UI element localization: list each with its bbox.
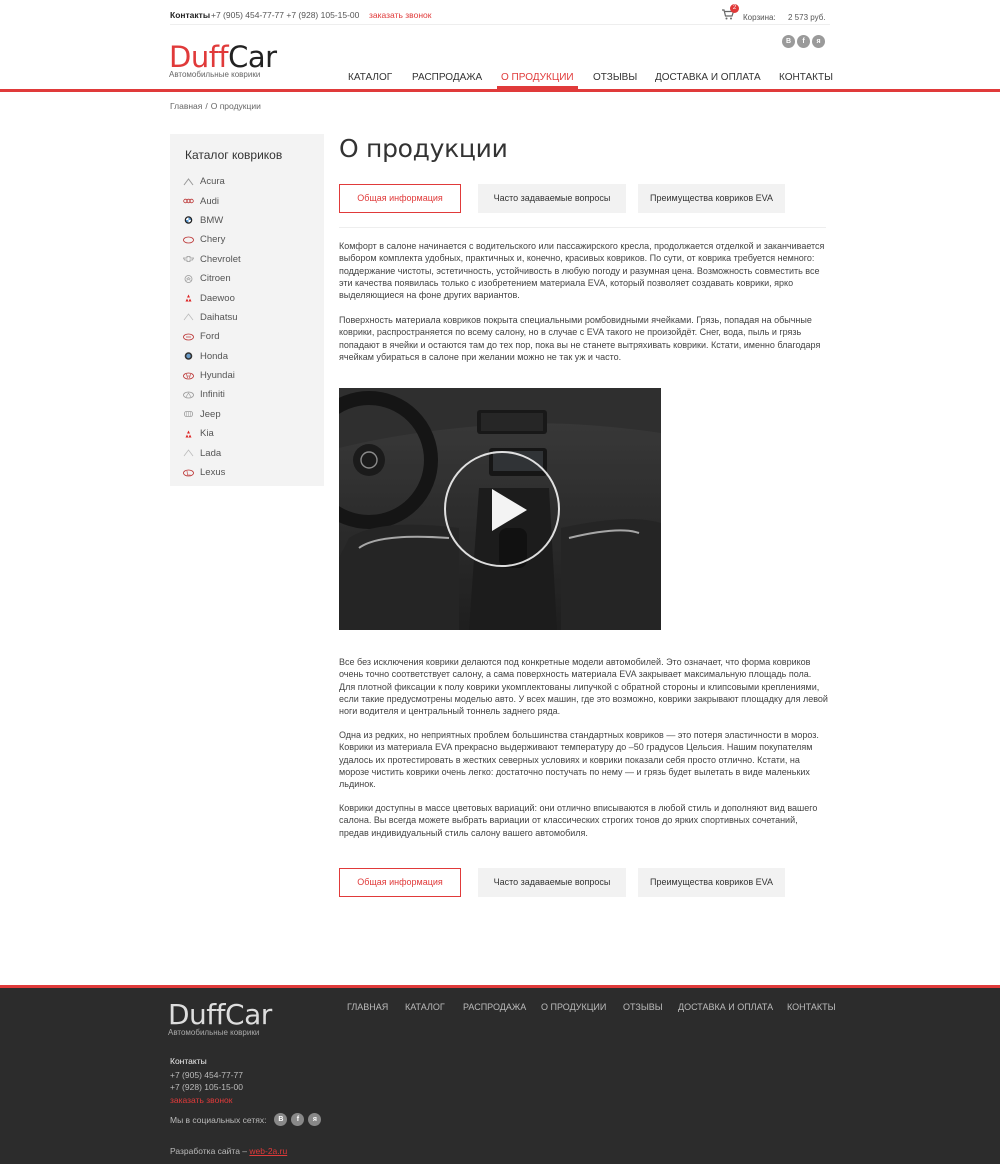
brand-item-audi[interactable] bbox=[183, 191, 241, 210]
top-bar bbox=[170, 5, 830, 24]
footer-yandex-icon[interactable]: я bbox=[308, 1113, 321, 1126]
brand-label: Jeep bbox=[200, 408, 221, 420]
breadcrumb-current: О продукции bbox=[210, 101, 261, 111]
tab-faq[interactable]: Часто задаваемые вопросы bbox=[478, 868, 626, 897]
footer-phone-2[interactable]: +7 (928) 105-15-00 bbox=[170, 1082, 244, 1093]
brand-list bbox=[183, 172, 241, 482]
logo[interactable] bbox=[169, 42, 277, 79]
header-social bbox=[782, 35, 827, 49]
brand-item-honda[interactable] bbox=[183, 347, 241, 366]
sidebar-title: Каталог ковриков bbox=[185, 148, 283, 162]
footer-callback-link[interactable]: заказать звонок bbox=[170, 1094, 233, 1105]
footer-developer bbox=[170, 1146, 287, 1156]
header-phones[interactable]: +7 (905) 454-77-77 +7 (928) 105-15-00 bbox=[211, 10, 360, 20]
brand-label: Citroen bbox=[200, 273, 231, 285]
page-title: О продукции bbox=[339, 134, 508, 163]
catalog-sidebar bbox=[170, 134, 324, 486]
logo-duff: Duff bbox=[169, 40, 229, 74]
brand-label: Daihatsu bbox=[200, 311, 238, 323]
footer-nav-delivery[interactable]: ДОСТАВКА И ОПЛАТА bbox=[678, 1002, 774, 1012]
lada-logo-icon bbox=[183, 449, 194, 457]
nav-contacts[interactable]: КОНТАКТЫ bbox=[779, 72, 833, 83]
acura-logo-icon bbox=[183, 178, 194, 186]
audi-logo-icon bbox=[183, 197, 194, 205]
tab-general-info[interactable]: Общая информация bbox=[339, 868, 461, 897]
lexus-logo-icon bbox=[183, 469, 194, 477]
brand-label: Chevrolet bbox=[200, 253, 241, 265]
paragraph-frost: Одна из редких, но неприятных проблем большинства стандартных ковриков — это потеря эластичности в мороз. Коврики из материала EVA прекрасно выдерживают температуру до –50 градусов Цельсия. Нашим покупателям удалось их протестировать в жестких северных условиях и коврики показали себя просто отлично. Кстати, на морозе чистить коврики очень легко: достаточно постучать по нему — и грязь будет вылетать в виде маленьких льдинок. bbox=[339, 730, 819, 790]
tabs-divider bbox=[339, 227, 826, 228]
brand-label: Hyundai bbox=[200, 370, 235, 382]
header-red-line bbox=[0, 89, 1000, 92]
brand-item-jeep[interactable] bbox=[183, 405, 241, 424]
nav-catalog[interactable]: КАТАЛОГ bbox=[348, 72, 393, 83]
cart-label[interactable]: Корзина: bbox=[743, 13, 776, 22]
top-divider bbox=[170, 24, 830, 25]
brand-item-daewoo[interactable] bbox=[183, 288, 241, 307]
chery-logo-icon bbox=[183, 236, 194, 244]
footer-contacts bbox=[170, 1055, 243, 1106]
footer-contacts-label: Контакты bbox=[170, 1056, 207, 1066]
hyundai-logo-icon bbox=[183, 372, 194, 380]
footer-nav-about-products[interactable]: О ПРОДУКЦИИ bbox=[541, 1002, 607, 1012]
tab-eva-advantages[interactable]: Преимущества ковриков EVA bbox=[638, 868, 785, 897]
footer-nav-catalog[interactable]: КАТАЛОГ bbox=[405, 1002, 445, 1012]
brand-label: Ford bbox=[200, 331, 220, 343]
nav-reviews[interactable]: ОТЗЫВЫ bbox=[593, 72, 638, 83]
chevrolet-logo-icon bbox=[183, 255, 194, 263]
logo-car: Car bbox=[228, 40, 277, 74]
brand-item-citroen[interactable] bbox=[183, 269, 241, 288]
brand-label: Honda bbox=[200, 350, 228, 362]
kia-logo-icon bbox=[183, 430, 194, 438]
nav-about-products[interactable]: О ПРОДУКЦИИ bbox=[501, 70, 574, 90]
daewoo-logo-icon bbox=[183, 294, 194, 302]
facebook-icon[interactable]: f bbox=[797, 35, 810, 48]
nav-delivery[interactable]: ДОСТАВКА И ОПЛАТА bbox=[655, 72, 761, 83]
daihatsu-logo-icon bbox=[183, 313, 194, 321]
footer-vk-icon[interactable]: B bbox=[274, 1113, 287, 1126]
footer-nav-home[interactable]: ГЛАВНАЯ bbox=[347, 1002, 389, 1012]
footer-logo[interactable] bbox=[168, 1000, 272, 1037]
brand-label: Acura bbox=[200, 176, 225, 188]
logo-subtitle: Автомобильные коврики bbox=[169, 70, 261, 79]
paragraph-colors: Коврики доступны в массе цветовых вариаций: они отлично вписываются в любой стиль и дополняют вид вашего салона. Вы всегда можете выбрать вариации от классических строгих тонов до ярких спортивных сочетаний, предав индивидуальный стиль салону вашего автомобиля. bbox=[339, 803, 818, 838]
brand-item-lexus[interactable] bbox=[183, 463, 241, 482]
brand-item-lada[interactable] bbox=[183, 443, 241, 462]
breadcrumb-home[interactable]: Главная bbox=[170, 101, 203, 111]
footer-dev-link[interactable]: web-2a.ru bbox=[249, 1146, 288, 1156]
contacts-label: Контакты bbox=[170, 10, 211, 20]
footer-logo-duff: Duff bbox=[168, 998, 226, 1031]
ford-logo-icon bbox=[183, 333, 194, 341]
footer-social-label: Мы в социальных сетях: bbox=[170, 1114, 267, 1125]
breadcrumb-separator: / bbox=[205, 101, 208, 111]
vk-icon[interactable]: B bbox=[782, 35, 795, 48]
tab-faq[interactable]: Часто задаваемые вопросы bbox=[478, 184, 626, 213]
tab-general-info[interactable]: Общая информация bbox=[339, 184, 461, 213]
tab-eva-advantages[interactable]: Преимущества ковриков EVA bbox=[638, 184, 785, 213]
cart-count-badge: 2 bbox=[730, 4, 739, 13]
brand-label: Chery bbox=[200, 234, 226, 246]
footer-phone-1[interactable]: +7 (905) 454-77-77 bbox=[170, 1070, 244, 1081]
brand-label: Audi bbox=[200, 195, 220, 207]
footer-nav-sale[interactable]: РАСПРОДАЖА bbox=[463, 1002, 527, 1012]
nav-sale[interactable]: РАСПРОДАЖА bbox=[412, 72, 483, 83]
cart-widget[interactable] bbox=[720, 5, 830, 24]
brand-item-chevrolet[interactable] bbox=[183, 250, 241, 269]
footer-logo-subtitle: Автомобильные коврики bbox=[168, 1028, 260, 1037]
brand-item-hyundai[interactable] bbox=[183, 366, 241, 385]
brand-label: Lexus bbox=[200, 467, 226, 479]
brand-item-acura[interactable] bbox=[183, 172, 241, 191]
footer-logo-car: Car bbox=[225, 998, 272, 1031]
footer-facebook-icon[interactable]: f bbox=[291, 1113, 304, 1126]
play-icon[interactable] bbox=[492, 489, 527, 531]
footer-dev-label: Разработка сайта – bbox=[170, 1146, 248, 1156]
brand-item-infiniti[interactable] bbox=[183, 385, 241, 404]
footer-social bbox=[170, 1113, 323, 1126]
footer-nav-reviews[interactable]: ОТЗЫВЫ bbox=[623, 1002, 663, 1012]
footer-nav-contacts[interactable]: КОНТАКТЫ bbox=[787, 1002, 836, 1012]
cart-sum: 2 573 руб. bbox=[788, 13, 826, 22]
honda-logo-icon bbox=[183, 352, 194, 360]
jeep-logo-icon bbox=[183, 410, 194, 418]
breadcrumb bbox=[170, 101, 261, 111]
product-video[interactable] bbox=[339, 388, 661, 630]
bmw-logo-icon bbox=[183, 216, 194, 224]
callback-link[interactable]: заказать звонок bbox=[369, 10, 432, 20]
brand-label: Lada bbox=[200, 447, 222, 459]
brand-item-bmw[interactable] bbox=[183, 211, 241, 230]
footer bbox=[0, 985, 1000, 1164]
brand-item-daihatsu[interactable] bbox=[183, 308, 241, 327]
brand-label: Daewoo bbox=[200, 292, 235, 304]
brand-item-ford[interactable] bbox=[183, 327, 241, 346]
paragraph-comfort: Комфорт в салоне начинается с водительского или пассажирского кресла, продолжается отделкой и заканчивается выбором комплекта удобных, практичных и, конечно, красивых ковриков. По сути, от коврика требуется немного: поддержание чистоты, эстетичность, устойчивость в любую погоду и разумная цена. Возможность совместить все эти качества появилась только с изобретением материала EVA, который позволяет создавать коврики, ярко выделяющиеся на фоне других вариантов. bbox=[339, 241, 825, 301]
brand-label: Kia bbox=[200, 428, 214, 440]
brand-item-kia[interactable] bbox=[183, 424, 241, 443]
brand-label: BMW bbox=[200, 214, 224, 226]
citroen-logo-icon bbox=[183, 275, 194, 283]
brand-label: Infiniti bbox=[200, 389, 225, 401]
brand-item-chery[interactable] bbox=[183, 230, 241, 249]
paragraph-fit: Все без исключения коврики делаются под конкретные модели автомобилей. Это означает, что форма ковриков очень точно соответствует салону, а сама поверхность материала EVA закрывает максимальную площадь пола. Для плотной фиксации к полу коврики укомплектованы липучкой с обратной стороны и клипсовыми креплениями, если такие предусмотрены моделью авто. У всех машин, где это возможно, коврики закрывают площадку для левой ноги водителя и центральный тоннель заднего ряда. bbox=[339, 657, 828, 717]
yandex-icon[interactable]: я bbox=[812, 35, 825, 48]
infiniti-logo-icon bbox=[183, 391, 194, 399]
paragraph-surface: Поверхность материала ковриков покрыта специальными ромбовидными ячейками. Грязь, попадая на обычные коврики, распространяется по всему салону, но в случае с EVA такого не произойдёт. Снег, вода, пыль и грязь попадают в ячейки и остаются там до тех пор, пока вы не станете вытряхивать коврики. Кстати, именно благодаря ячейкам убираться в салоне при желании можно не так уж и часто. bbox=[339, 315, 821, 362]
